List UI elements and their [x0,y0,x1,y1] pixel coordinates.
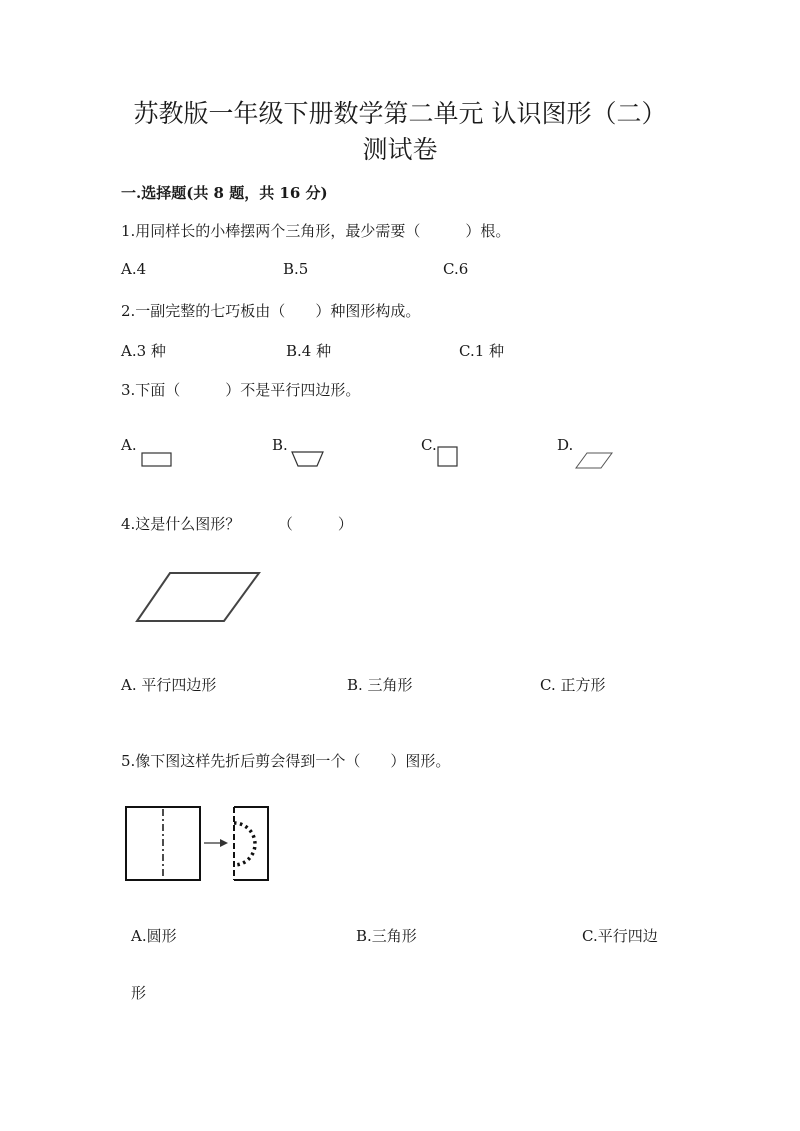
question-5-option-b: B.三角形 [356,927,417,945]
trapezoid-shape [291,450,325,468]
question-2-stem: 2.一副完整的七巧板由（ ）种图形构成。 [121,302,421,320]
question-1-option-b: B.5 [283,260,309,278]
question-1-stem: 1.用同样长的小棒摆两个三角形，最少需要（ ）根。 [121,222,511,240]
question-3-option-a: A. [121,436,137,454]
question-2-option-a: A.3 种 [121,342,166,360]
fold-cut-diagram [124,805,274,883]
question-2-option-b: B.4 种 [286,342,332,360]
question-3-option-d: D. [557,436,574,454]
question-4-option-b: B. 三角形 [347,676,413,694]
question-1-option-a: A.4 [121,260,147,278]
question-5-option-c-wrap: 形 [131,984,147,1002]
question-3-option-b: B. [272,436,288,454]
parallelogram-figure [136,572,262,624]
page-title: 苏教版一年级下册数学第二单元 认识图形（二） [133,99,667,128]
question-1-option-c: C.6 [443,260,469,278]
question-3-option-c: C. [421,436,437,454]
section-heading: 一.选择题(共 8 题，共 16 分) [121,184,328,202]
square-shape [437,446,459,468]
question-5-option-c: C.平行四边 [582,927,658,945]
question-4-option-a: A. 平行四边形 [121,676,217,694]
question-5-option-a: A.圆形 [131,927,177,945]
parallelogram-shape [575,451,615,471]
page-title-line2: 测试卷 [362,135,438,164]
rectangle-shape [141,452,173,468]
question-4-stem: 4.这是什么图形？ （ ） [121,515,353,533]
question-3-stem: 3.下面（ ）不是平行四边形。 [121,381,361,399]
question-4-option-c: C. 正方形 [540,676,606,694]
question-2-option-c: C.1 种 [459,342,505,360]
question-5-stem: 5.像下图这样先折后剪会得到一个（ ）图形。 [121,752,451,770]
